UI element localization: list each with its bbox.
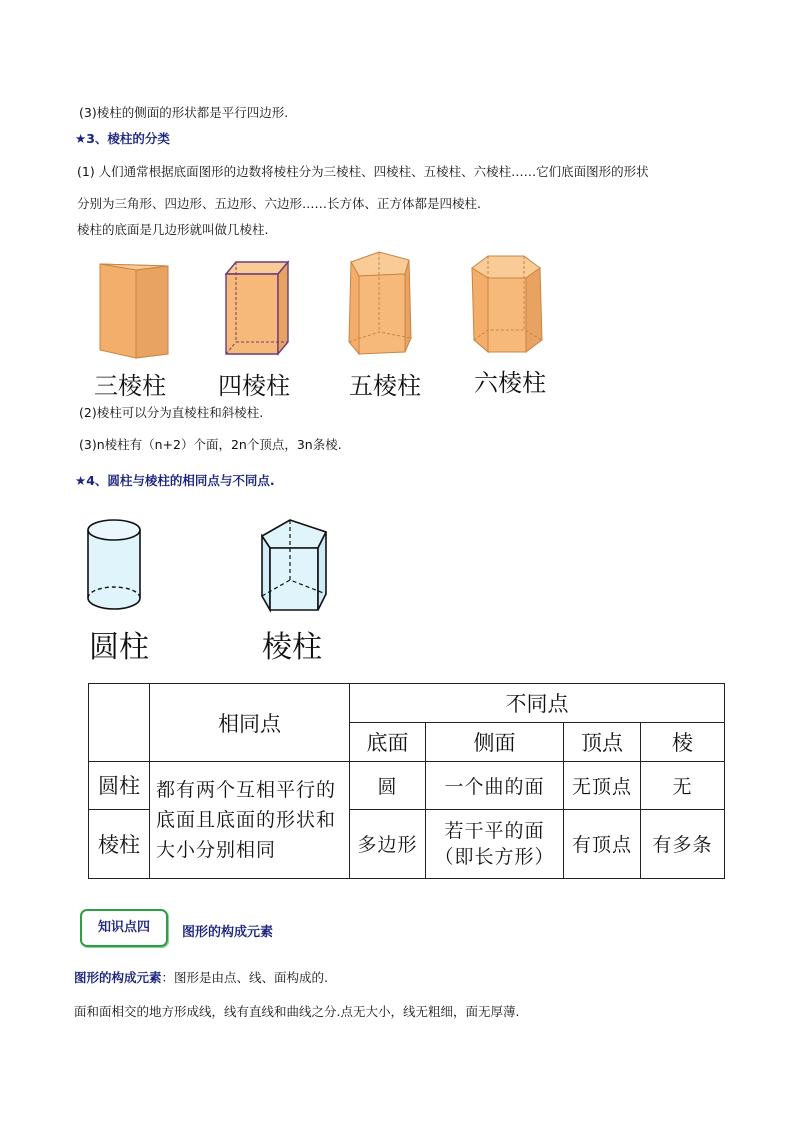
- prism-vertex: 有顶点: [564, 809, 641, 878]
- prism-side: 若干平的面（即长方形）: [426, 809, 564, 878]
- pentagonal-prism-figure: [345, 250, 417, 358]
- row-name-cylinder: 圆柱: [89, 762, 150, 809]
- knowledge-point-badge: [80, 909, 168, 947]
- pentagonal-prism-label: 五棱柱: [349, 372, 421, 400]
- table-header-row: [89, 684, 725, 723]
- comparison-table: [88, 683, 725, 879]
- triangular-prism-figure: [96, 260, 176, 360]
- row-name-prism: 棱柱: [89, 809, 150, 878]
- table-row: [89, 762, 725, 809]
- item-straight-oblique: (2)棱柱可以分为直棱柱和斜棱柱.: [79, 405, 264, 420]
- same-points-cell: 都有两个互相平行的底面且底面的形状和大小分别相同: [150, 762, 350, 879]
- cylinder-base: 圆: [350, 762, 426, 809]
- elements-definition-text: ：图形是由点、线、面构成的.: [161, 970, 328, 985]
- section-4-heading: [75, 471, 275, 489]
- cylinder-edge: 无: [641, 762, 725, 809]
- item-prism-sides: (3)棱柱的侧面的形状都是平行四边形.: [79, 105, 289, 120]
- subheader-vertex: 顶点: [564, 723, 641, 762]
- knowledge-point-title: 图形的构成元素: [182, 925, 274, 940]
- quadrangular-prism-label: 四棱柱: [218, 372, 290, 400]
- classify-line-2: 分别为三角形、四边形、五边形、六边形……长方体、正方体都是四棱柱.: [77, 196, 481, 211]
- quadrangular-prism-figure: [222, 260, 292, 358]
- cylinder-figure: [86, 518, 142, 614]
- classify-line-3: 棱柱的底面是几边形就叫做几棱柱.: [77, 222, 269, 237]
- section-4-number: ★4、: [75, 473, 108, 488]
- elements-detail: 面和面相交的地方形成线，线有直线和曲线之分.点无大小，线无粗细，面无厚薄.: [74, 1004, 520, 1019]
- header-diff: 不同点: [350, 684, 725, 723]
- section-3-title: 棱柱的分类: [107, 131, 170, 146]
- elements-definition: [74, 970, 328, 986]
- elements-term: 图形的构成元素: [74, 970, 162, 985]
- hexagonal-prism-label: 六棱柱: [474, 369, 546, 397]
- table-corner-cell: [89, 684, 150, 762]
- header-same: 相同点: [150, 684, 350, 762]
- section-3-heading: [75, 129, 170, 147]
- prism-edge: 有多条: [641, 809, 725, 878]
- cylinder-label: 圆柱: [89, 630, 149, 665]
- item-face-vertex-edge-count: (3)n棱柱有（n+2）个面，2n个顶点，3n条棱.: [79, 437, 342, 452]
- classify-line-1: (1) 人们通常根据底面图形的边数将棱柱分为三棱柱、四棱柱、五棱柱、六棱柱……它们底面图形的形状: [77, 164, 649, 179]
- section-4-title: 圆柱与棱柱的相同点与不同点.: [107, 473, 275, 488]
- hexagonal-prism-figure: [468, 252, 548, 356]
- subheader-base: 底面: [350, 723, 426, 762]
- section-3-number: ★3、: [75, 131, 108, 146]
- subheader-side: 侧面: [426, 723, 564, 762]
- knowledge-point-badge-label: 知识点四: [97, 920, 150, 935]
- subheader-edge: 棱: [641, 723, 725, 762]
- prism-label: 棱柱: [262, 630, 322, 665]
- cylinder-side: 一个曲的面: [426, 762, 564, 809]
- cylinder-vertex: 无顶点: [564, 762, 641, 809]
- triangular-prism-label: 三棱柱: [94, 372, 166, 400]
- prism-outline-figure: [258, 518, 330, 614]
- prism-base: 多边形: [350, 809, 426, 878]
